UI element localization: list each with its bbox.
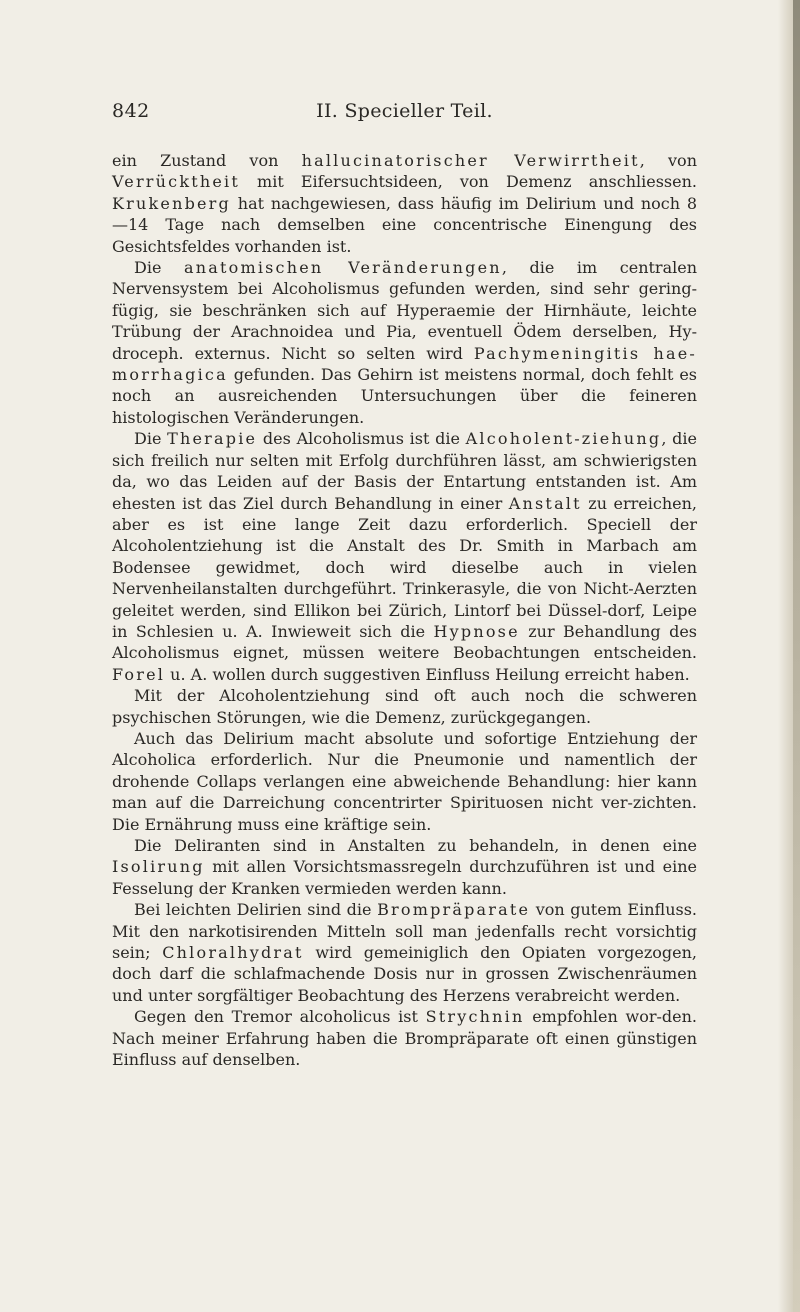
paragraph-p3 — [112, 428, 697, 685]
text-run: Die — [134, 429, 168, 449]
spaced-emphasis: Chloralhydrat — [162, 943, 304, 963]
page-number: 842 — [112, 100, 150, 122]
text-run: Die — [134, 258, 184, 278]
paragraph-p5 — [112, 728, 697, 835]
text-run: ein Zustand von — [112, 151, 302, 170]
text-run: Bei leichten Delirien sind die — [134, 900, 378, 920]
spaced-emphasis: Krukenberg — [112, 193, 231, 213]
spaced-emphasis: Anstalt — [508, 493, 582, 513]
spaced-emphasis: hallucinatorischer Verwirrtheit — [301, 151, 640, 170]
text-run: von gutem Einfluss. Mit den narkotisirenden Mitteln soll man jedenfalls recht vorsichtig sein; — [112, 900, 698, 963]
text-run: , die im centralen Nervensystem bei Alcoholismus gefunden werden, sind sehr gering-fügig, sie beschränken sich auf Hyperaemie der Hirnhäute, leichte Trübung der Arachnoidea und Pia, eventuell Ödem derselben, Hy-droceph. externus. Nicht so selten wird — [112, 258, 698, 363]
text-run: Die Deliranten sind in Anstalten zu behandeln, in denen eine — [134, 836, 697, 855]
running-title: II. Specieller Teil. — [316, 100, 493, 122]
text-run: Mit der Alcoholentziehung sind oft auch noch die schweren psychischen Störungen, wie die Demenz, zurückgegangen. — [112, 686, 697, 727]
page-binding-edge — [793, 0, 800, 1312]
spaced-emphasis: Verrücktheit — [112, 172, 240, 192]
spaced-emphasis: Strychnin — [425, 1007, 525, 1027]
paragraph-p2 — [112, 257, 697, 428]
text-run: mit Eifersuchtsideen, von Demenz anschliessen. — [239, 172, 697, 192]
text-run: gefunden. Das Gehirn ist meistens normal, doch fehlt es noch an ausreichenden Untersuchungen über die feineren histologischen Veränderungen. — [112, 365, 697, 427]
paragraph-p8 — [112, 1006, 697, 1070]
text-run: wird gemeiniglich den Opiaten vorgezogen, doch darf die schlafmachende Dosis nur in grossen Zwischenräumen und unter sorgfältiger Beobachtung des Herzens verabreicht werden. — [112, 943, 697, 1005]
body-text — [112, 150, 697, 1070]
spaced-emphasis: Therapie — [167, 429, 258, 449]
paragraph-p7 — [112, 899, 697, 1006]
spaced-emphasis: Hypnose — [433, 621, 520, 641]
text-run: zu erreichen, aber es ist eine lange Zeit dazu erforderlich. Speciell der Alcoholentziehung ist die Anstalt des Dr. Smith in Marbach am Bodensee gewidmet, doch wird dieselbe auch in vielen Nervenheilanstalten durchgeführt. Trinkerasyle, die von Nicht-Aerzten geleitet werden, sind Ellikon bei Zürich, Lintorf bei Düssel-dorf, Leipe in Schlesien u. A. Inwieweit sich die — [112, 493, 697, 641]
text-run: hat nachgewiesen, dass häufig im Delirium und noch 8—14 Tage nach demselben eine concentrische Einengung des Gesichtsfeldes vorhanden ist. — [112, 193, 697, 256]
spaced-emphasis: Forel — [112, 664, 166, 684]
paragraph-p1 — [112, 150, 697, 257]
spaced-emphasis: Alcoholent-ziehung — [465, 429, 662, 449]
paragraph-p4 — [112, 685, 697, 728]
text-run: zur Behandlung des Alcoholismus eignet, müssen weitere Beobachtungen entscheiden. — [112, 621, 697, 663]
running-header — [112, 100, 697, 130]
text-run: u. A. wollen durch suggestiven Einfluss Heilung erreicht haben. — [165, 664, 690, 684]
text-run: empfohlen wor-den. Nach meiner Erfahrung haben die Brompräparate oft einen günstigen Einfluss auf denselben. — [112, 1007, 697, 1070]
text-run: Auch das Delirium macht absolute und sofortige Entziehung der Alcoholica erforderlich. Nur die Pneumonie und namentlich der drohende Collaps verlangen eine abweichende Behandlung: hier kann man auf die Darreichung concentrirter Spirituosen nicht ver-zichten. Die Ernährung muss eine kräftige sein. — [112, 728, 697, 834]
spaced-emphasis: Pachymeningitis hae-morrhagica — [112, 343, 698, 385]
text-run: , von — [639, 151, 697, 170]
text-run: , die sich freilich nur selten mit Erfolg durchführen lässt, am schwierigsten da, wo das Leiden auf der Basis der Entartung entstanden ist. Am ehesten ist das Ziel durch Behandlung in einer — [112, 429, 698, 513]
text-run: mit allen Vorsichtsmassregeln durchzuführen ist und eine Fesselung der Kranken vermieden werden kann. — [112, 857, 697, 898]
spaced-emphasis: Isolirung — [112, 857, 205, 877]
spaced-emphasis: anatomischen Veränderungen — [184, 258, 502, 278]
spaced-emphasis: Brompräparate — [377, 900, 531, 920]
paragraph-p6 — [112, 835, 697, 899]
text-run: Gegen den Tremor alcoholicus ist — [134, 1007, 426, 1027]
text-run: des Alcoholismus ist die — [257, 429, 466, 449]
